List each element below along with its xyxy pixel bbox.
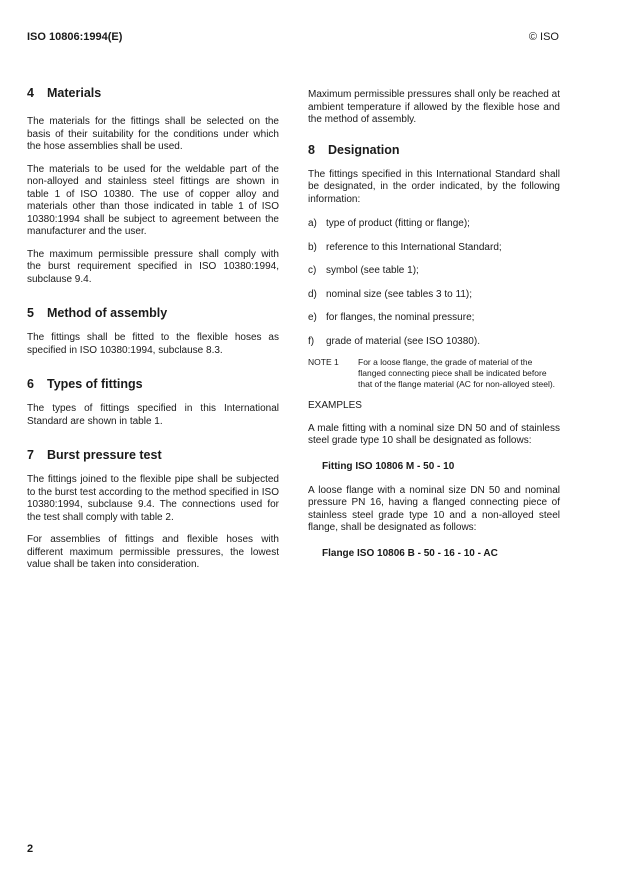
section-8-heading xyxy=(308,143,560,157)
paragraph: The fittings specified in this International Standard shall be designated, in the order indicated, by the following information: xyxy=(308,168,560,205)
section-number: 6 xyxy=(27,377,34,391)
paragraph: The maximum permissible pressure shall comply with the burst requirement specified in ISO 10380:1994, subclause 9.4. xyxy=(27,248,279,285)
list-item xyxy=(308,242,560,255)
left-column xyxy=(27,86,279,572)
designation-example: Flange ISO 10806 B - 50 - 16 - 10 - AC xyxy=(322,547,498,559)
list-text: symbol (see table 1); xyxy=(326,265,419,276)
list-label: e) xyxy=(308,312,317,323)
list-text: reference to this International Standard; xyxy=(326,241,502,253)
designation-list xyxy=(308,218,560,348)
designation-example: Fitting ISO 10806 M - 50 - 10 xyxy=(322,460,455,472)
list-text: for flanges, the nominal pressure; xyxy=(326,312,475,323)
section-title: Materials xyxy=(47,86,102,100)
section-4-heading xyxy=(27,86,279,100)
paragraph: For assemblies of fittings and flexible hoses with different maximum permissible pressures, the lowest value shall be taken into consideration. xyxy=(27,534,279,570)
list-text: nominal size (see tables 3 to 11); xyxy=(326,288,473,300)
paragraph: A loose flange with a nominal size DN 50 and nominal pressure PN 16, having a flanged connecting piece of stainless steel grade type 10 and a non-alloyed steel flange, shall be designated as follows: xyxy=(308,484,560,533)
section-title: Designation xyxy=(328,142,400,157)
paragraph: A male fitting with a nominal size DN 50 and of stainless steel grade type 10 shall be designated as follows: xyxy=(308,422,560,446)
list-item xyxy=(308,265,560,278)
copyright-mark: © ISO xyxy=(528,31,559,43)
list-text: grade of material (see ISO 10380). xyxy=(326,335,480,347)
note-label: NOTE 1 xyxy=(308,357,339,367)
paragraph: The materials to be used for the weldable part of the non-alloyed and stainless steel fittings are shown in table 1 of ISO 10380. The use of copper alloy and materials other than those indicated in table 1 of ISO 10380:1994 shall be subject to agreement between the manufacturer and the user. xyxy=(27,163,279,237)
list-label: f) xyxy=(308,335,315,347)
list-label: a) xyxy=(308,218,317,229)
list-item xyxy=(308,218,560,231)
section-number: 4 xyxy=(27,86,34,100)
section-5-heading xyxy=(27,306,279,320)
note-text: For a loose flange, the grade of material of the flanged connecting piece shall be indicated before that of the flange material (AC for non-alloyed steel). xyxy=(358,357,556,389)
page-number: 2 xyxy=(27,843,34,855)
list-label: d) xyxy=(308,288,317,300)
section-7-heading xyxy=(27,448,279,462)
section-title: Types of fittings xyxy=(47,377,143,391)
list-item xyxy=(308,312,560,325)
section-title: Burst pressure test xyxy=(47,448,162,462)
list-label: c) xyxy=(308,265,317,276)
section-6-heading xyxy=(27,377,279,391)
section-title: Method of assembly xyxy=(47,306,168,320)
paragraph: Maximum permissible pressures shall only be reached at ambient temperature if allowed by the flexible hose and the method of assembly. xyxy=(308,89,560,125)
right-column xyxy=(308,89,560,559)
list-item xyxy=(308,289,560,302)
section-number: 5 xyxy=(27,306,34,320)
paragraph: The fittings shall be fitted to the flexible hoses as specified in ISO 10380:1994, subclause 8.3. xyxy=(27,332,279,356)
document-id: ISO 10806:1994(E) xyxy=(27,31,123,43)
examples-heading: EXAMPLES xyxy=(308,400,362,411)
paragraph: The materials for the fittings shall be selected on the basis of their suitability for the conditions under which the hose assemblies shall be used. xyxy=(27,116,279,152)
paragraph: The fittings joined to the flexible pipe shall be subjected to the burst test according to the method specified in ISO 10380:1994, subclause 9.4. The connections used for the test shall comply with table 2. xyxy=(27,474,279,523)
list-item xyxy=(308,336,560,349)
list-label: b) xyxy=(308,241,317,253)
paragraph: The types of fittings specified in this International Standard are shown in table 1. xyxy=(27,403,279,427)
section-number: 8 xyxy=(308,142,315,157)
list-text: type of product (fitting or flange); xyxy=(326,218,470,229)
section-number: 7 xyxy=(27,448,34,462)
note xyxy=(308,357,560,390)
